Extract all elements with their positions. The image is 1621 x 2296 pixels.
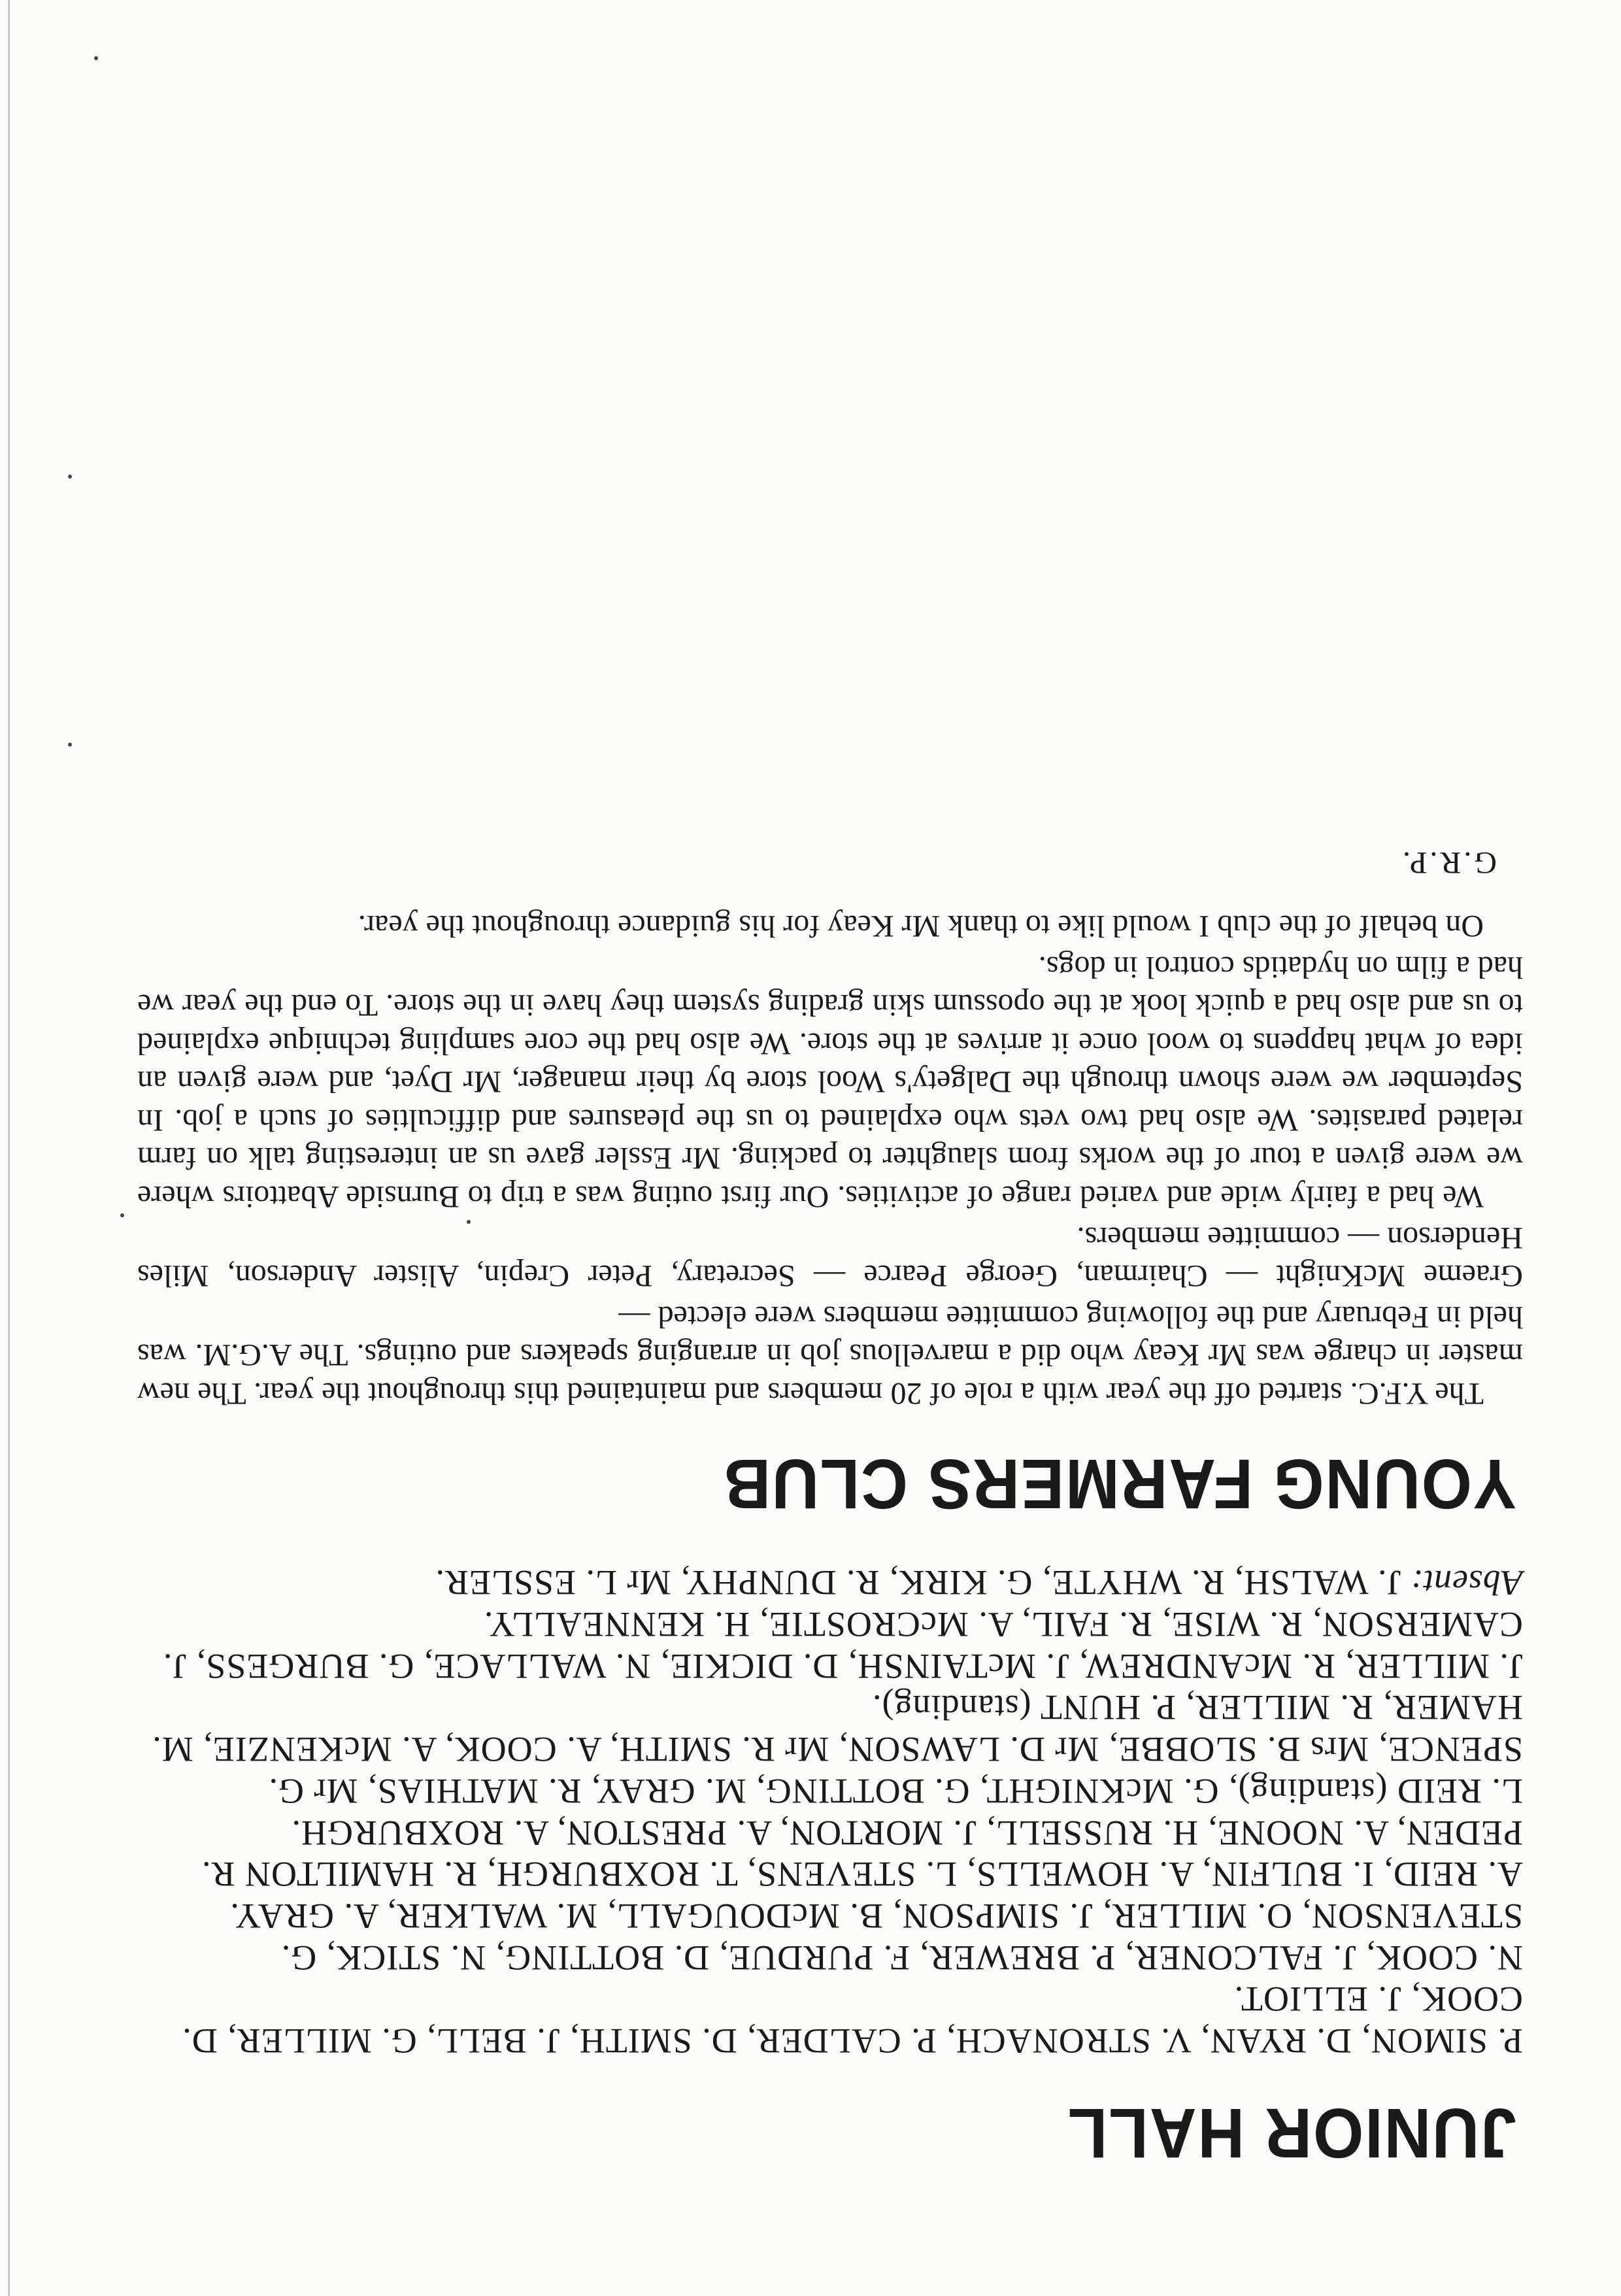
names-row-3: A. REID, I. BULFIN, A. HOWELLS, L. STEVENS, T. ROXBURGH, R. HAMILTON R. PEDEN, A. NOONE, H. RUSSELL, J. MORTON, A. PRESTON, A. ROXBURGH. <box>201 1813 1523 1895</box>
young-farmers-club-section <box>137 845 1529 1523</box>
absent-line <box>137 1562 1523 1604</box>
junior-hall-names <box>137 1562 1523 2062</box>
activities-paragraph: We had a fairly wide and varied range of activities. Our first outing was a trip to Burnside Abattoirs where we were given a tour of the works from slaughter to packing. Mr Essler gave us an interesting talk on farm related parasites. We also had two vets who explained to us the pleasures and difficulties of such a job. In September we were shown through the Dalgety's Wool store by their manager, Mr Dyet, and were given an idea of what happens to wool once it arrives at the store. We also had the core sampling technique explained to us and also had a quick look at the opossum skin grading system they have in the store. To end the year we had a film on hydatids control in dogs. <box>137 949 1523 1215</box>
scan-speck <box>68 475 72 479</box>
names-row-2: N. COOK, J. FALCONER, P. BREWER, F. PURDUE, D. BOTTING, N. STICK, G. STEVENSON, O. MILLER, J. SIMPSON, B. McDOUGALL, M. WALKER, A. GRAY. <box>229 1897 1523 1978</box>
intro-paragraph: The Y.F.C. started off the year with a role of 20 members and maintained this throughout the year. The new master in charge was Mr Keay who did a marvellous job in arranging speakers and outings. The A.G.M. was held in February and the following committee members were elected — <box>137 1299 1523 1411</box>
scan-speck <box>120 1213 124 1217</box>
names-row-1: P. SIMON, D. RYAN, V. STRONACH, P. CALDER, D. SMITH, J. BELL, G. MILLER, D. COOK, J. ELLIOT. <box>182 1980 1523 2061</box>
young-farmers-club-body <box>137 907 1523 1412</box>
absent-names: J. WALSH, R. WHYTE, G. KIRK, R. DUNPHY, Mr L. ESSLER. <box>435 1563 1401 1603</box>
names-row-5: J. MILLER, R. McANDREW, J. McTAINSH, D. DICKIE, N. WALLACE, G. BURGESS, J. CAMERSON, R. WISE, R. FAIL, A. McCROSTIE, H. KENNEALLY. <box>162 1605 1523 1686</box>
scan-speck <box>467 1220 471 1224</box>
young-farmers-club-heading: YOUNG FARMERS CLUB <box>722 1444 1516 1524</box>
absent-label: Absent: <box>1411 1563 1523 1603</box>
page-edge-line <box>8 0 10 2296</box>
junior-hall-section <box>137 1562 1529 2172</box>
page-content <box>137 845 1529 2211</box>
junior-hall-heading: JUNIOR HALL <box>1066 2094 1516 2173</box>
names-row-4: L. REID (standing), G. McKNIGHT, G. BOTTING, M. GRAY, R. MATHIAS, Mr G. SPENCE, Mrs B. SLOBBE, Mr D. LAWSON, Mr R. SMITH, A. COOK, A. McKENZIE, M. HAMER, R. MILLER, P. HUNT (standing). <box>152 1688 1523 1811</box>
thanks-paragraph: On behalf of the club I would like to thank Mr Keay for his guidance throughout the year. <box>358 909 1484 944</box>
signature-initials: G.R.P. <box>1399 845 1497 880</box>
scan-speck <box>94 56 98 60</box>
scan-speck <box>68 743 72 747</box>
officers-paragraph: Graeme McKnight — Chairman, George Pearce — Secretary, Peter Crepin, Alister Anderson, Miles Henderson — committee members. <box>137 1220 1523 1294</box>
